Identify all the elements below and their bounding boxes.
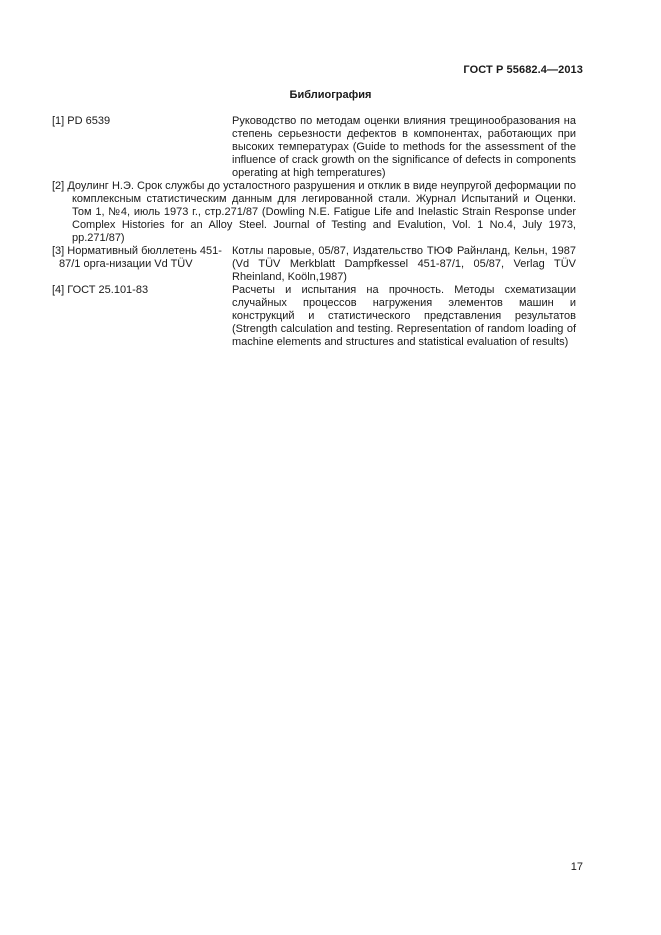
entry-description: Котлы паровые, 05/87, Издательство ТЮФ Райнланд, Кельн, 1987 (Vd TÜV Merkblatt Dampfkessel 451-87/1, 05/87, Verlag TÜV Rheinland, Koöln,1987) <box>232 245 576 283</box>
bibliography-entry-4 <box>52 284 576 349</box>
entry-description: Руководство по методам оценки влияния трещинообразования на степень серьезности дефектов в компонентах, работающих при высоких температурах (Guide to methods for the assessment of the influence of crack growth on the significance of defects in components operating at high temperatures) <box>232 115 576 179</box>
entry-reference: [4] ГОСТ 25.101-83 <box>52 284 149 296</box>
bibliography-entry-3 <box>52 245 576 284</box>
entry-reference: [1] PD 6539 <box>52 115 111 127</box>
page-title: Библиография <box>289 89 372 101</box>
entry-reference: [3] Нормативный бюллетень 451-87/1 орга-низации Vd TÜV <box>52 245 222 270</box>
bibliography-entry-2: [2] Доулинг Н.Э. Срок службы до усталостного разрушения и отклик в виде неупругой деформации по комплексным статистическим данным для легированной стали. Журнал Испытаний и Оценки. Том 1, №4, июль 1973 г., стр.271/87 (Dowling N.E. Fatigue Life and Inelastic Strain Response under Complex Histories for an Alloy Steel. Journal of Testing and Evalution, Vol. 1 No.4, July 1973, pp.271/87) <box>52 180 576 244</box>
document-code: ГОСТ Р 55682.4—2013 <box>463 64 583 76</box>
page-number: 17 <box>570 861 583 873</box>
bibliography-list <box>52 115 576 349</box>
bibliography-entry-1 <box>52 115 576 180</box>
entry-description: Расчеты и испытания на прочность. Методы схематизации случайных процессов нагружения элементов машин и конструкций и статистического представления результатов (Strength calculation and testing. Representation of random loading of machine elements and structures and statistical evaluation of results) <box>232 284 576 348</box>
